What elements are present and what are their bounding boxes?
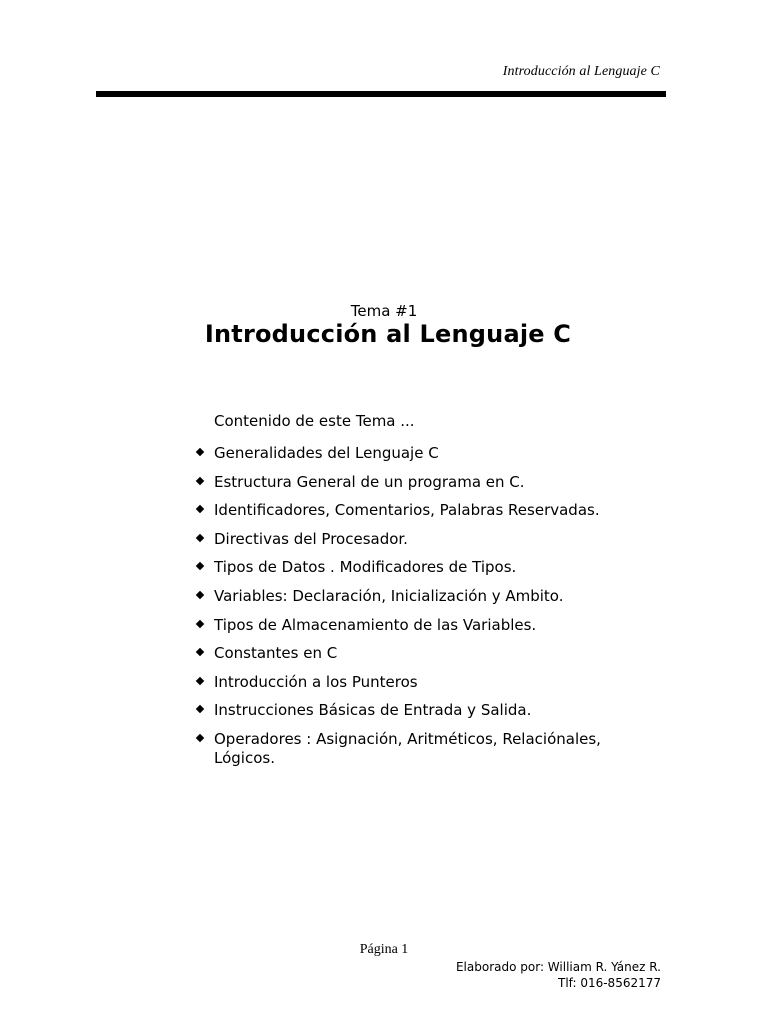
header-rule (96, 91, 666, 97)
list-item-text: Variables: Declaración, Inicialización y Ambito. (214, 586, 564, 605)
diamond-bullet-icon (196, 562, 204, 570)
phone-line: Tlf: 016-8562177 (558, 975, 661, 990)
list-item (194, 558, 624, 587)
list-item (194, 701, 624, 730)
list-item-text: Introducción a los Punteros (214, 672, 418, 691)
list-item (194, 730, 624, 769)
list-item-text: Constantes en C (214, 644, 338, 663)
diamond-bullet-icon (196, 448, 204, 456)
list-item-text: Instrucciones Básicas de Entrada y Salida. (214, 701, 532, 720)
list-item (194, 616, 624, 645)
topic-label: Tema #1 (350, 302, 418, 320)
diamond-bullet-icon (196, 591, 204, 599)
diamond-bullet-icon (196, 505, 204, 513)
list-item (194, 473, 624, 502)
diamond-bullet-icon (196, 619, 204, 627)
list-item-text: Operadores : Asignación, Aritméticos, Relaciónales, Lógicos. (214, 729, 601, 768)
list-item-text: Directivas del Procesador. (214, 529, 408, 548)
list-item-text: Tipos de Datos . Modificadores de Tipos. (214, 558, 517, 577)
page-number: Página 1 (359, 942, 409, 957)
diamond-bullet-icon (196, 734, 204, 742)
list-item (194, 587, 624, 616)
contents-intro: Contenido de este Tema ... (214, 412, 415, 430)
diamond-bullet-icon (196, 705, 204, 713)
diamond-bullet-icon (196, 648, 204, 656)
page-title: Introducción al Lenguaje C (204, 320, 572, 348)
list-item (194, 501, 624, 530)
list-item (194, 673, 624, 702)
list-item-text: Estructura General de un programa en C. (214, 472, 525, 491)
running-header-title: Introducción al Lenguaje C (502, 64, 660, 79)
author-block (456, 960, 661, 991)
diamond-bullet-icon (196, 677, 204, 685)
list-item-text: Tipos de Almacenamiento de las Variables. (214, 615, 537, 634)
diamond-bullet-icon (196, 476, 204, 484)
list-item (194, 444, 624, 473)
author-line: Elaborado por: William R. Yánez R. (455, 960, 661, 974)
list-item-text: Identificadores, Comentarios, Palabras Reservadas. (214, 501, 600, 520)
diamond-bullet-icon (196, 534, 204, 542)
list-item (194, 644, 624, 673)
list-item-text: Generalidades del Lenguaje C (214, 444, 439, 462)
list-item (194, 530, 624, 559)
contents-list (194, 444, 624, 769)
